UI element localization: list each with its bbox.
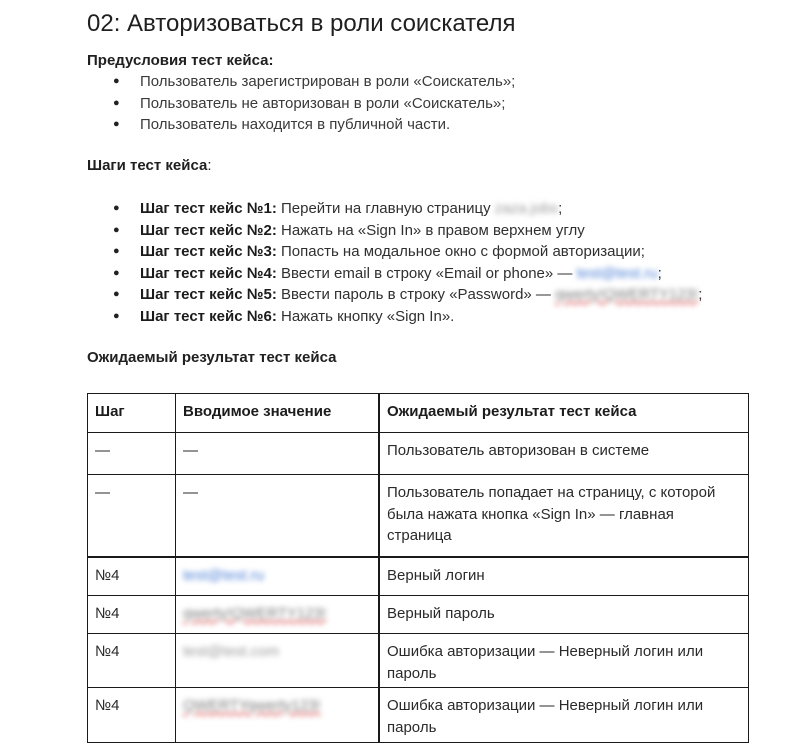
cell-result: Ошибка авторизации — Неверный логин или пароль <box>379 634 749 688</box>
precondition-item: ● Пользователь не авторизован в роли «Соискатель»; <box>113 93 515 115</box>
steps-heading <box>87 156 212 176</box>
cell-step: — <box>88 433 176 475</box>
preconditions-list <box>113 71 515 136</box>
cell-result: Верный пароль <box>379 596 749 634</box>
step-item-3 <box>113 241 702 263</box>
preconditions-heading <box>87 51 273 71</box>
step-text: Ввести email в строку «Email or phone» — <box>276 264 577 282</box>
table-row <box>88 433 749 475</box>
step-end: ; <box>698 286 703 303</box>
step-label: Шаг тест кейс №6: <box>140 307 277 325</box>
blurred-email: test@test.ru <box>576 264 658 282</box>
cell-value <box>176 596 380 634</box>
header-result: Ожидаемый результат тест кейса <box>379 394 749 433</box>
table-row <box>88 475 749 558</box>
cell-value <box>176 688 380 743</box>
step-end: ; <box>657 264 662 282</box>
cell-result: Пользователь авторизован в системе <box>379 433 749 475</box>
preconditions-heading-text: Предусловия тест кейса: <box>87 52 274 69</box>
step-item-4 <box>113 263 702 285</box>
step-item-2 <box>113 220 702 242</box>
table-row <box>88 596 749 634</box>
table-header-row <box>88 394 749 433</box>
steps-heading-suffix: : <box>207 157 212 174</box>
precondition-item: ● Пользователь находится в публичной части. <box>113 114 515 136</box>
cell-value <box>176 634 380 688</box>
step-label: Шаг тест кейс №1: <box>140 200 277 217</box>
header-value: Вводимое значение <box>176 394 380 433</box>
step-item-5 <box>113 284 702 306</box>
step-text: Попасть на модальное окно с формой авторизации; <box>276 243 645 260</box>
expected-heading-text: Ожидаемый результат тест кейса <box>87 349 337 366</box>
blurred-login: test@test.ru <box>183 567 265 584</box>
step-label: Шаг тест кейс №4: <box>140 264 277 282</box>
precondition-item: ● Пользователь зарегистрирован в роли «Соискатель»; <box>113 71 515 93</box>
blurred-password: QWERTYqwerty123! <box>183 697 321 714</box>
table-row <box>88 688 749 743</box>
cell-value <box>176 557 380 596</box>
page-title: 02: Авторизоваться в роли соискателя <box>87 10 516 37</box>
cell-result: Верный логин <box>379 557 749 596</box>
blurred-login: test@test.com <box>183 643 280 660</box>
cell-result: Ошибка авторизации — Неверный логин или пароль <box>379 688 749 743</box>
expected-heading <box>87 348 336 368</box>
step-text: Нажать кнопку «Sign In». <box>276 307 455 325</box>
step-item-1 <box>113 198 702 220</box>
header-step: Шаг <box>88 394 176 433</box>
cell-step: №4 <box>88 596 176 634</box>
table-row <box>88 557 749 596</box>
cell-step: — <box>88 475 176 558</box>
results-table <box>87 393 749 743</box>
steps-heading-text: Шаги тест кейса <box>87 157 208 174</box>
cell-step: №4 <box>88 688 176 743</box>
step-end: ; <box>558 200 563 217</box>
blurred-url: zaza.jobs <box>494 200 559 217</box>
cell-step: №4 <box>88 557 176 596</box>
step-label: Шаг тест кейс №2: <box>140 221 277 239</box>
table-row <box>88 634 749 688</box>
blurred-password: qwerty!QWERTY123! <box>555 286 699 303</box>
step-item-6 <box>113 306 702 328</box>
step-text: Нажать на «Sign In» в правом верхнем углу <box>276 221 585 239</box>
cell-result: Пользователь попадает на страницу, с которой была нажата кнопка «Sign In» — главная страница <box>379 475 749 558</box>
cell-value: — <box>176 433 380 475</box>
step-label: Шаг тест кейс №5: <box>140 286 277 303</box>
cell-value: — <box>176 475 380 558</box>
steps-list <box>113 198 702 327</box>
cell-step: №4 <box>88 634 176 688</box>
blurred-password: qwerty!QWERTY123! <box>183 605 327 622</box>
step-text: Ввести пароль в строку «Password» — <box>276 286 556 303</box>
step-label: Шаг тест кейс №3: <box>140 243 277 260</box>
step-text: Перейти на главную страницу <box>276 200 495 217</box>
